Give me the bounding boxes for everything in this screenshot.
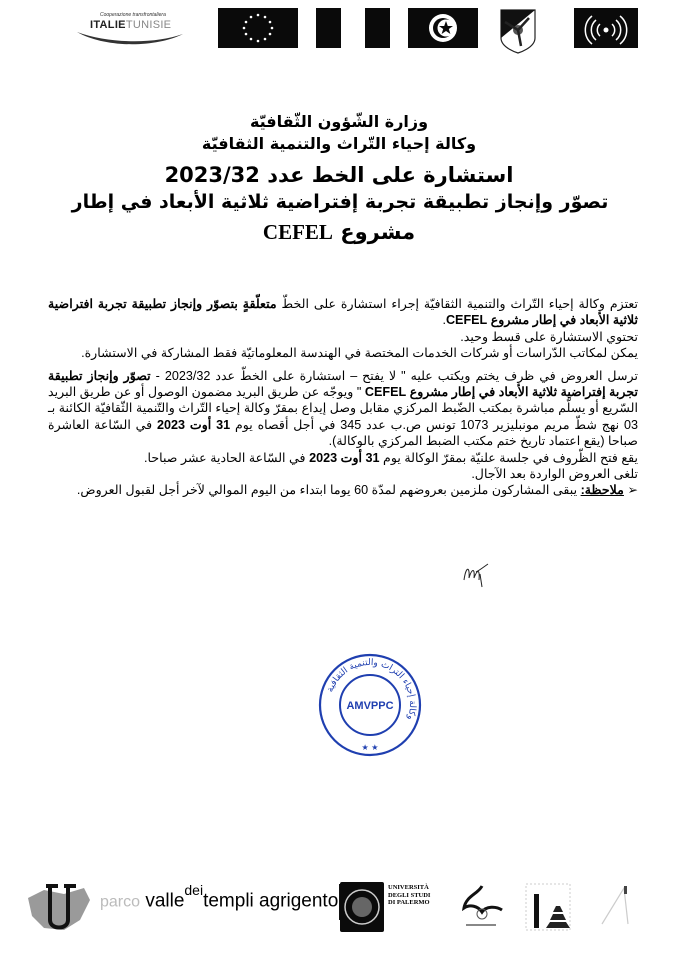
paragraph-eligibility: يمكن لمكاتب الدّراسات أو شركات الخدمات المختصة في الهندسة المعلوماتيّة فقط المشاركة في الاستشارة. (81, 346, 638, 361)
intro-end: . (442, 313, 446, 328)
parco-valle-templi-logo (100, 882, 339, 912)
region-u-logo-icon (24, 880, 94, 938)
official-stamp (315, 650, 425, 760)
parco-rest: templi agrigento (203, 890, 339, 912)
signature-icon (460, 560, 490, 588)
italie-tunisie-logo (70, 6, 180, 50)
paragraph-lot: تحتوي الاستشارة على قسط وحيد. (460, 329, 638, 344)
arabic-institute-logo-icon (452, 884, 510, 932)
submission-text-2: " ويوجّه عن طريق البريد مضمون الوصول أو عن طريق البريد السّريع أو يسلّم مباشرة بمكتب الضّبط المركزي مقابل وصل إيداع بمقرّ وكالة إحياء التّراث والتّنمية الثّقافيّة الكائنة بـ 03 نهج شطّ مريم مونبليزير 1073 تونس ص.ب عدد 345 في أجل أقصاه يوم (48, 385, 638, 432)
opening-text-1: يقع فتح الظّروف في جلسة علنيّة بمقرّ الوكالة يوم (379, 450, 638, 465)
paragraph-late-offers: تلغى العروض الواردة بعد الآجال. (471, 467, 638, 482)
column-pyramid-logo-icon (522, 880, 574, 934)
eu-flag-icon (218, 8, 298, 48)
subject-project-name: CEFEL (262, 220, 333, 244)
italie-name-bold: ITALIE (90, 19, 126, 31)
black-bar-icon (316, 8, 341, 48)
intro-text: تعتزم وكالة إحياء التّراث والتنمية الثقافيّة إجراء استشارة على الخطّ (276, 297, 638, 311)
parco-valle: valle (145, 890, 185, 912)
paragraph-intro (48, 296, 638, 329)
document-body (48, 296, 638, 499)
radio-waves-logo-icon (574, 8, 638, 48)
submission-deadline-date: 31 أوت 2023 (157, 417, 231, 432)
university-name: UNIVERSITÀ DEGLI STUDI DI PALERMO (388, 884, 431, 906)
intro-subject-bold: متعلّقةٍ بتصوّر وإنجاز تطبيقة تجربة افتراضية ثلاثية الأبعاد في إطار مشروع CEFEL (48, 297, 638, 328)
parco-dei: dei (184, 882, 204, 898)
note-paragraph (48, 482, 638, 498)
subject-project-word: مشروع (340, 220, 416, 244)
opening-date: 31 أوت 2023 (309, 450, 380, 465)
submission-subject-bold: تصوّر وإنجاز تطبيقة تجربة إفتراضية ثلاثية الأبعاد في إطار مشروع CEFEL (48, 368, 638, 400)
swoosh-icon (75, 28, 185, 50)
stamp-center-text: AMVPPC (346, 700, 394, 712)
stamp-ring-text: وكالة إحياء التراث والتنمية الثقافية (325, 657, 418, 722)
stamp-stars-icon: ★ ★ (361, 743, 379, 752)
note-text: يبقى المشاركون ملزمين بعروضهم لمدّة 60 يوما ابتداء من اليوم الموالي لآخر أجل لقبول العروض. (76, 483, 581, 498)
paragraph-opening (48, 450, 638, 466)
note-label: ملاحظة: (580, 483, 624, 498)
italie-tagline: Cooperazione transfrontaliera (100, 12, 166, 18)
agency-name: وكالة إحياء التّراث والتنمية الثقافيّة (201, 134, 477, 153)
sicily-coat-of-arms-icon (499, 8, 537, 54)
submission-text-3: في السّاعة العاشرة صباحا (يقع اعتماد تاريخ ختم مكتب الضبط المركزي بالوكالة). (48, 417, 638, 449)
italie-name-light: TUNISIE (125, 19, 172, 31)
ministry-name: وزارة الشّؤون الثّقافيّة (249, 112, 429, 131)
submission-text-1: ترسل العروض في ظرف يختم ويكتب عليه " لا يفتح – استشارة على الخطّ عدد 2023/32 - (150, 368, 638, 383)
university-palermo-logo (340, 882, 440, 932)
tunisia-flag-icon (408, 8, 478, 48)
black-bar-icon (365, 8, 390, 48)
opening-text-2: في السّاعة الحادية عشر صباحا. (144, 450, 310, 465)
arrow-bullet-icon: ➢ (627, 483, 638, 498)
paragraph-submission (48, 368, 638, 450)
subject-line-2 (0, 220, 678, 245)
triangle-logo-icon (592, 884, 642, 932)
parco-prefix: parco (100, 893, 141, 911)
subject-line-1: تصوّر وإنجاز تطبيقة تجربة إفتراضية ثلاثية الأبعاد في إطار (71, 191, 609, 213)
university-seal-icon (340, 882, 384, 932)
consultation-title: استشارة على الخط عدد 2023/32 (164, 163, 514, 187)
